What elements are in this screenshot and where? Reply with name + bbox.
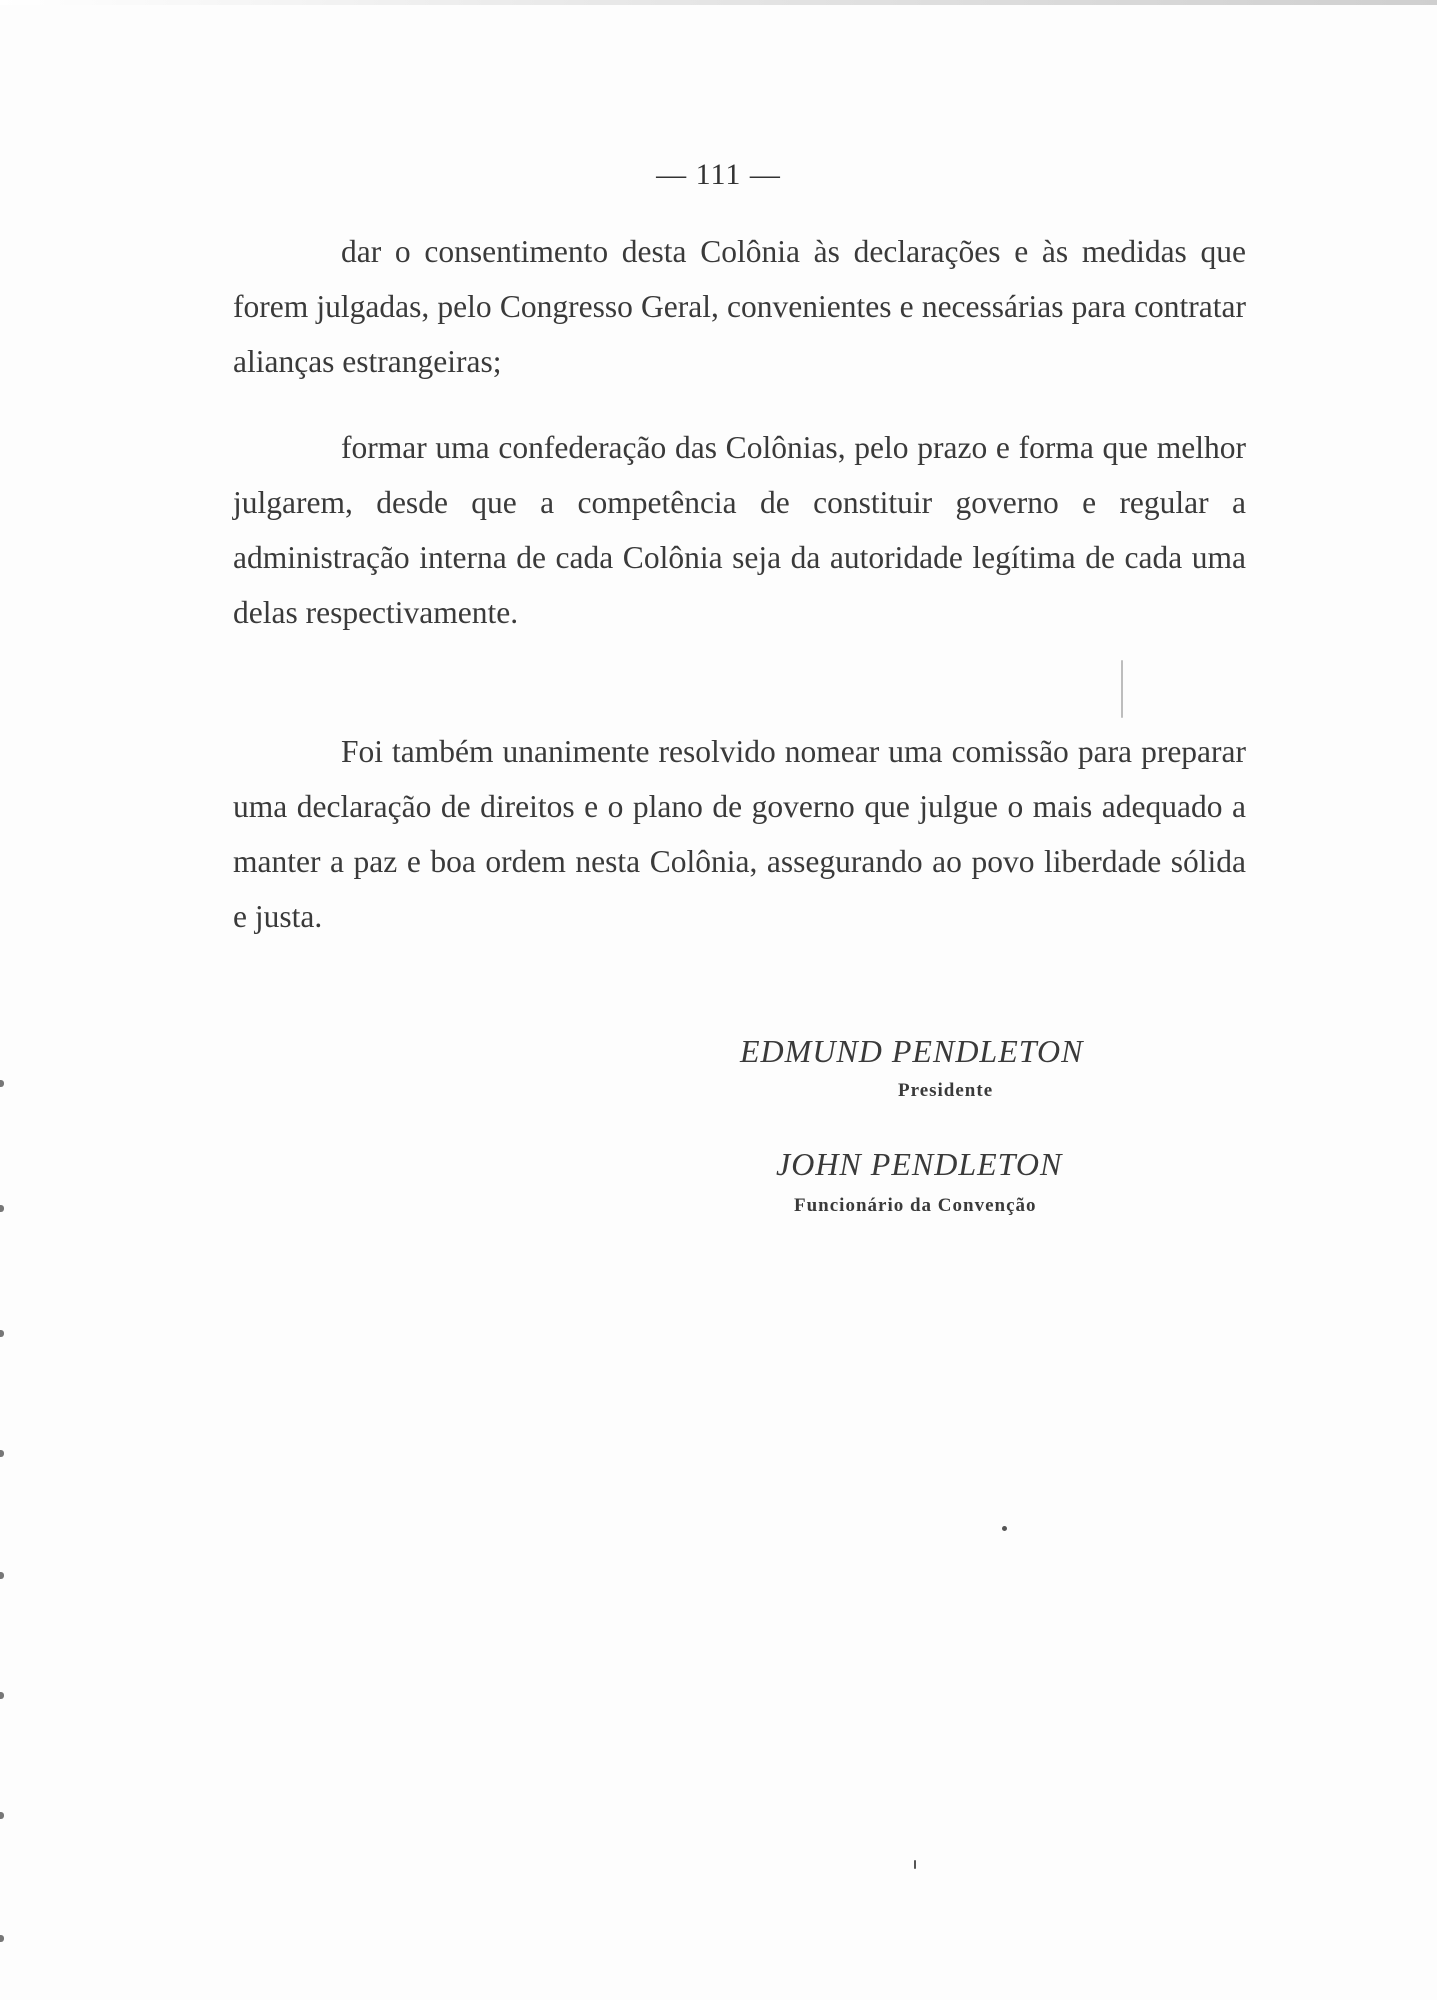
paragraph-1: dar o consentimento desta Colônia às declarações e às medidas que forem julgadas, pelo Congresso Geral, convenientes e necessárias para contratar alianças estrangeiras; (233, 234, 1246, 379)
binding-hole-mark (0, 1812, 4, 1819)
binding-hole-mark (0, 1330, 4, 1337)
scan-speck (1002, 1526, 1007, 1531)
page-top-edge (0, 0, 1437, 5)
signature-2-name: JOHN PENDLETON (776, 1146, 1063, 1182)
signature-2-title: Funcionário da Convenção (794, 1195, 1037, 1216)
paragraph-3-block (233, 724, 1246, 944)
binding-hole-mark (0, 1205, 4, 1212)
page-number: — 111 — (656, 158, 781, 191)
binding-hole-mark (0, 1450, 4, 1457)
binding-hole-mark (0, 1692, 4, 1699)
paragraph-2-block (233, 420, 1246, 640)
signature-1-name: EDMUND PENDLETON (740, 1033, 1084, 1069)
scan-speck (1121, 660, 1123, 718)
scan-speck (914, 1860, 916, 1869)
binding-hole-mark (0, 1080, 4, 1087)
paragraph-3: Foi também unanimente resolvido nomear uma comissão para preparar uma declaração de direitos e o plano de governo que julgue o mais adequado a manter a paz e boa ordem nesta Colônia, assegurando ao povo liberdade sólida e justa. (233, 734, 1246, 934)
signature-1-title: Presidente (898, 1080, 994, 1101)
binding-hole-mark (0, 1935, 4, 1942)
binding-hole-mark (0, 1572, 4, 1579)
paragraph-1-block (233, 224, 1246, 389)
paragraph-2: formar uma confederação das Colônias, pelo prazo e forma que melhor julgarem, desde que a competência de constituir governo e regular a administração interna de cada Colônia seja da autoridade legítima de cada uma delas respectivamente. (233, 430, 1246, 630)
